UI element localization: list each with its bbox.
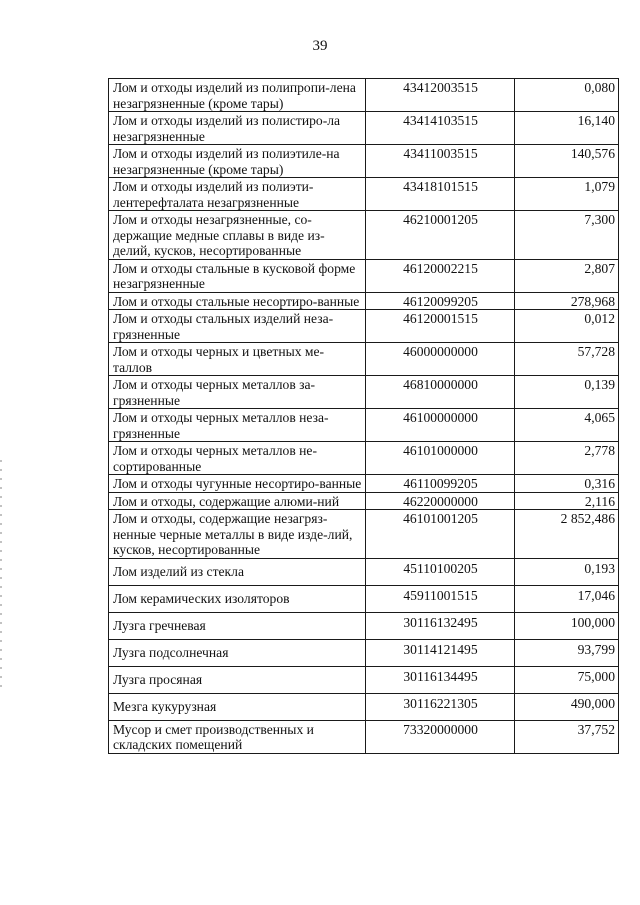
waste-table: [108, 78, 619, 754]
waste-code-cell: 46101000000: [366, 442, 515, 475]
waste-code-cell: 43414103515: [366, 112, 515, 145]
waste-code-cell: 46110099205: [366, 475, 515, 493]
waste-code-cell: 46810000000: [366, 376, 515, 409]
waste-code-cell: 46120002215: [366, 259, 515, 292]
waste-quantity-cell: 93,799: [515, 639, 619, 666]
waste-quantity-cell: 490,000: [515, 693, 619, 720]
waste-quantity-cell: 2,807: [515, 259, 619, 292]
waste-name-cell: Лом и отходы черных и цветных ме-таллов: [109, 343, 366, 376]
waste-name-cell: Лом и отходы черных металлов не-сортированные: [109, 442, 366, 475]
waste-code-cell: 30114121495: [366, 639, 515, 666]
waste-quantity-cell: 0,193: [515, 558, 619, 585]
waste-name-cell: Лом и отходы изделий из полипропи-лена незагрязненные (кроме тары): [109, 79, 366, 112]
table-row: [109, 510, 619, 559]
waste-name-cell: Лом и отходы, содержащие алюми-ний: [109, 492, 366, 510]
waste-name-cell: Лом и отходы, содержащие незагряз-ненные черные металлы в виде изде-лий, кусков, несортированные: [109, 510, 366, 559]
waste-name-cell: Лом и отходы стальные несортиро-ванные: [109, 292, 366, 310]
table-row: [109, 292, 619, 310]
waste-code-cell: 46000000000: [366, 343, 515, 376]
waste-code-cell: 43418101515: [366, 178, 515, 211]
waste-quantity-cell: 2,116: [515, 492, 619, 510]
waste-quantity-cell: 140,576: [515, 145, 619, 178]
waste-name-cell: Лом керамических изоляторов: [109, 585, 366, 612]
waste-quantity-cell: 0,012: [515, 310, 619, 343]
waste-code-cell: 45110100205: [366, 558, 515, 585]
waste-name-cell: Лом и отходы черных металлов за-грязненные: [109, 376, 366, 409]
table-row: [109, 259, 619, 292]
waste-name-cell: Лом и отходы черных металлов неза-грязненные: [109, 409, 366, 442]
waste-quantity-cell: 57,728: [515, 343, 619, 376]
waste-quantity-cell: 4,065: [515, 409, 619, 442]
waste-code-cell: 43412003515: [366, 79, 515, 112]
waste-quantity-cell: 0,139: [515, 376, 619, 409]
table-row: [109, 310, 619, 343]
waste-quantity-cell: 2,778: [515, 442, 619, 475]
waste-code-cell: 46210001205: [366, 211, 515, 260]
scan-edge-marks: [0, 460, 2, 690]
waste-code-cell: 30116134495: [366, 666, 515, 693]
waste-code-cell: 46100000000: [366, 409, 515, 442]
table-row: [109, 376, 619, 409]
table-row: [109, 639, 619, 666]
waste-quantity-cell: 0,316: [515, 475, 619, 493]
waste-code-cell: 45911001515: [366, 585, 515, 612]
table-row: [109, 79, 619, 112]
waste-quantity-cell: 1,079: [515, 178, 619, 211]
waste-quantity-cell: 100,000: [515, 612, 619, 639]
waste-quantity-cell: 0,080: [515, 79, 619, 112]
waste-name-cell: Лом и отходы чугунные несортиро-ванные: [109, 475, 366, 493]
waste-name-cell: Лузга подсолнечная: [109, 639, 366, 666]
table-row: [109, 145, 619, 178]
table-row: [109, 178, 619, 211]
waste-code-cell: 30116132495: [366, 612, 515, 639]
waste-code-cell: 46101001205: [366, 510, 515, 559]
waste-code-cell: 73320000000: [366, 720, 515, 753]
waste-code-cell: 43411003515: [366, 145, 515, 178]
table-row: [109, 585, 619, 612]
waste-quantity-cell: 17,046: [515, 585, 619, 612]
table-row: [109, 666, 619, 693]
waste-name-cell: Лом и отходы незагрязненные, со-держащие медные сплавы в виде из-делий, кусков, несортированные: [109, 211, 366, 260]
table-row: [109, 720, 619, 753]
waste-name-cell: Лом и отходы изделий из полиэти-лентерефталата незагрязненные: [109, 178, 366, 211]
waste-quantity-cell: 37,752: [515, 720, 619, 753]
waste-name-cell: Лом изделий из стекла: [109, 558, 366, 585]
table-row: [109, 492, 619, 510]
waste-name-cell: Мезга кукурузная: [109, 693, 366, 720]
waste-name-cell: Лузга просяная: [109, 666, 366, 693]
table-row: [109, 442, 619, 475]
table-row: [109, 211, 619, 260]
waste-name-cell: Мусор и смет производственных и складских помещений: [109, 720, 366, 753]
page-number: 39: [312, 38, 328, 54]
waste-code-cell: 46120099205: [366, 292, 515, 310]
waste-code-cell: 30116221305: [366, 693, 515, 720]
waste-code-cell: 46120001515: [366, 310, 515, 343]
waste-name-cell: Лом и отходы изделий из полиэтиле-на незагрязненные (кроме тары): [109, 145, 366, 178]
waste-quantity-cell: 2 852,486: [515, 510, 619, 559]
table-row: [109, 343, 619, 376]
waste-quantity-cell: 75,000: [515, 666, 619, 693]
waste-quantity-cell: 7,300: [515, 211, 619, 260]
table-row: [109, 475, 619, 493]
waste-name-cell: Лузга гречневая: [109, 612, 366, 639]
waste-name-cell: Лом и отходы стальные в кусковой форме незагрязненные: [109, 259, 366, 292]
table-row: [109, 693, 619, 720]
waste-name-cell: Лом и отходы изделий из полистиро-ла незагрязненные: [109, 112, 366, 145]
waste-quantity-cell: 16,140: [515, 112, 619, 145]
table-row: [109, 409, 619, 442]
waste-quantity-cell: 278,968: [515, 292, 619, 310]
waste-code-cell: 46220000000: [366, 492, 515, 510]
waste-name-cell: Лом и отходы стальных изделий неза-грязненные: [109, 310, 366, 343]
table-row: [109, 112, 619, 145]
table-row: [109, 558, 619, 585]
table-row: [109, 612, 619, 639]
